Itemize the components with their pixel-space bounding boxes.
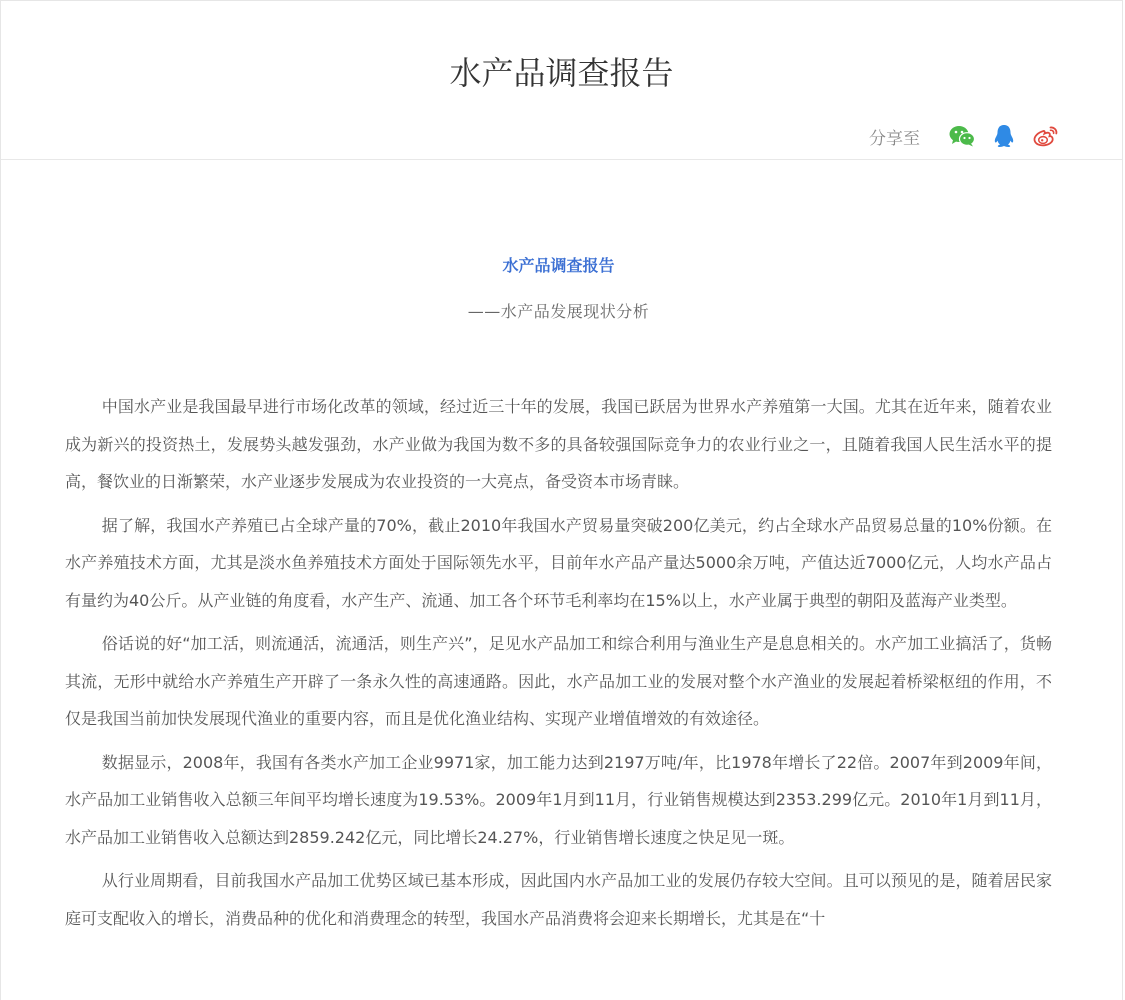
paragraph: 数据显示，2008年，我国有各类水产加工企业9971家，加工能力达到2197万吨/年，比1978年增长了22倍。2007年到2009年间，水产品加工业销售收入总额三年间平均增长速度为19.53%。2009年1月到11月，行业销售规模达到2353.299亿元。2010年1月到11月，水产品加工业销售收入总额达到2859.242亿元，同比增长24.27%，行业销售增长速度之快足见一斑。	[65, 752, 1052, 847]
wechat-icon[interactable]	[948, 122, 976, 150]
weibo-icon[interactable]	[1032, 122, 1060, 150]
share-label: 分享至	[869, 128, 920, 149]
paragraph: 从行业周期看，目前我国水产品加工优势区域已基本形成，因此国内水产品加工业的发展仍存较大空间。且可以预见的是，随着居民家庭可支配收入的增长，消费品种的优化和消费理念的转型，我国水产品消费将会迎来长期增长，尤其是在“十	[65, 871, 1052, 928]
article-body	[65, 388, 1052, 937]
header	[1, 1, 1122, 160]
paragraph: 中国水产业是我国最早进行市场化改革的领域，经过近三十年的发展，我国已跃居为世界水产养殖第一大国。尤其在近年来，随着农业成为新兴的投资热土，发展势头越发强劲，水产业做为我国为数不多的具备较强国际竞争力的农业行业之一，且随着我国人民生活水平的提高，餐饮业的日渐繁荣，水产业逐步发展成为农业投资的一大亮点，备受资本市场青睐。	[65, 397, 1052, 491]
article-title: 水产品调查报告	[502, 256, 615, 275]
page-title: 水产品调查报告	[449, 54, 674, 92]
article	[1, 254, 1122, 937]
qq-icon[interactable]	[990, 122, 1018, 150]
paragraph: 俗话说的好“加工活，则流通活，流通活，则生产兴”，足见水产品加工和综合利用与渔业生产是息息相关的。水产加工业搞活了，货畅其流，无形中就给水产养殖生产开辟了一条永久性的高速通路。因此，水产品加工业的发展对整个水产渔业的发展起着桥梁枢纽的作用，不仅是我国当前加快发展现代渔业的重要内容，而且是优化渔业结构、实现产业增值增效的有效途径。	[65, 634, 1052, 728]
paragraph: 据了解，我国水产养殖已占全球产量的70%，截止2010年我国水产贸易量突破200亿美元，约占全球水产品贸易总量的10%份额。在水产养殖技术方面，尤其是淡水鱼养殖技术方面处于国际领先水平，目前年水产品产量达5000余万吨，产值达近7000亿元，人均水产品占有量约为40公斤。从产业链的角度看，水产生产、流通、加工各个环节毛利率均在15%以上，水产业属于典型的朝阳及蓝海产业类型。	[65, 515, 1052, 610]
article-subtitle: ——水产品发展现状分析	[467, 302, 650, 321]
share-bar	[869, 121, 1060, 151]
